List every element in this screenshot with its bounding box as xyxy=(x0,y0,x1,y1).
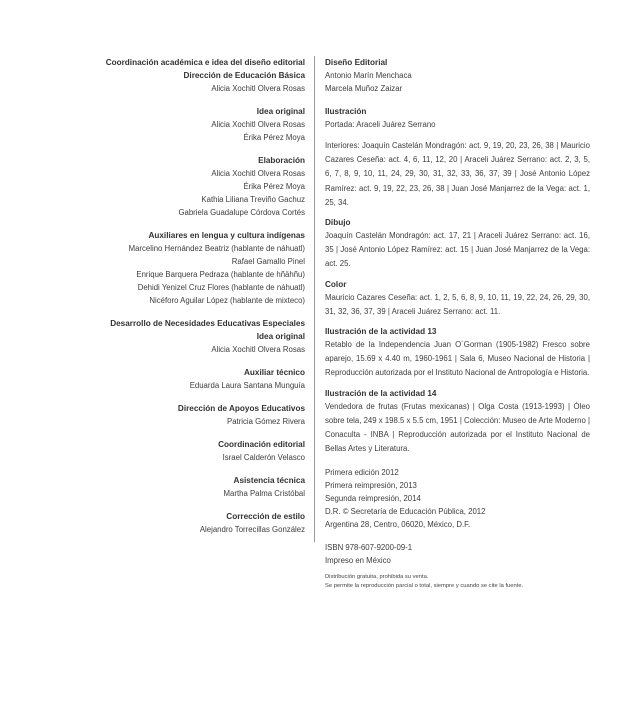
credit-heading: Diseño Editorial xyxy=(325,58,388,67)
credit-heading: Color xyxy=(325,279,347,289)
credit-block-ilustracion xyxy=(325,105,590,210)
credit-name: Gabriela Guadalupe Córdova Cortés xyxy=(178,208,305,217)
credit-name: Érika Pérez Moya xyxy=(243,133,305,142)
credit-block-dibujo xyxy=(325,216,590,272)
credit-block-direccion-apoyos xyxy=(100,402,305,428)
credit-block-correccion xyxy=(100,510,305,536)
credit-heading: Dirección de Educación Básica xyxy=(183,71,305,80)
credit-block-diseno xyxy=(325,56,590,95)
credit-name: Marcelino Hernández Beatriz (hablante de náhuatl) xyxy=(128,244,305,253)
credit-heading: Ilustración de la actividad 13 xyxy=(325,327,437,337)
credit-heading: Coordinación editorial xyxy=(218,440,305,449)
edition-line: Primera edición 2012 xyxy=(325,468,399,478)
credit-block-idea xyxy=(100,105,305,144)
credit-block-auxiliares xyxy=(100,229,305,307)
credit-heading: Idea original xyxy=(256,107,305,116)
credit-name: Eduarda Laura Santana Munguía xyxy=(189,381,305,390)
credit-name: Dehidi Yenizel Cruz Flores (hablante de náhuatl) xyxy=(137,283,305,292)
credit-block-coordinacion xyxy=(100,56,305,95)
credit-name: Alicia Xochitl Olvera Rosas xyxy=(211,169,305,178)
isbn-line: ISBN 978-607-9200-09-1 xyxy=(325,543,413,553)
credit-heading: Dibujo xyxy=(325,218,351,228)
credit-text: Interiores: Joaquín Castelán Mondragón: act. 9, 19, 20, 23, 26, 38 | Mauricio Cazares Ceseña: act. 4, 6, 11, 12, 20 | Araceli Juárez Serrano: act. 2, 3, 5, 6, 7, 8, 9, 10, 11, 24, 29, 30, 31, 32, 33, 36, 37, 39 | José Antonio López Ramírez: act. 9, 19, 22, 23, 26, 38 | Juan José Manjarrez de la Vega: act. 1, 25, 34. xyxy=(325,141,590,207)
credit-heading: Auxiliares en lengua y cultura indígenas xyxy=(148,231,305,240)
isbn-line: Impreso en México xyxy=(325,556,391,566)
credit-block-auxiliar-tecnico xyxy=(100,366,305,392)
credit-heading: Corrección de estilo xyxy=(226,512,305,521)
credit-text: Vendedora de frutas (Frutas mexicanas) | Olga Costa (1913-1993) | Óleo sobre tela, 249 x 198.5 x 5.5 cm, 1951 | Colección: Museo de Arte Moderno | Conaculta - INBA | Reproducción autorizada por el Instituto Nacional de Bellas Artes y Literatura. xyxy=(325,401,590,454)
credit-heading: Desarrollo de Necesidades Educativas Especiales xyxy=(110,319,305,328)
credit-heading: Auxiliar técnico xyxy=(244,368,305,377)
credit-name: Alicia Xochitl Olvera Rosas xyxy=(211,120,305,129)
isbn-block xyxy=(325,541,590,567)
credit-block-actividad-13 xyxy=(325,325,590,381)
credit-name: Alicia Xochitl Olvera Rosas xyxy=(211,84,305,93)
credit-heading: Coordinación académica e idea del diseño editorial xyxy=(105,58,305,67)
credit-block-desarrollo xyxy=(100,317,305,356)
credit-heading: Asistencia técnica xyxy=(233,476,305,485)
credit-block-coordinacion-editorial xyxy=(100,438,305,464)
edition-block xyxy=(325,466,590,531)
credit-name: Kathia Liliana Treviño Gachuz xyxy=(201,195,305,204)
credit-name: Érika Pérez Moya xyxy=(243,182,305,191)
edition-line: Primera reimpresión, 2013 xyxy=(325,481,417,491)
credit-name: Israel Calderón Velasco xyxy=(222,453,305,462)
credit-name: Antonio Marín Menchaca xyxy=(325,71,412,80)
credit-text: Portada: Araceli Juárez Serrano xyxy=(325,120,436,129)
credit-block-elaboracion xyxy=(100,154,305,219)
credit-heading: Dirección de Apoyos Educativos xyxy=(177,404,305,413)
notice-line: Distribución gratuita, prohibida su venta. xyxy=(325,574,429,581)
credit-block-actividad-14 xyxy=(325,387,590,457)
credit-heading: Ilustración xyxy=(325,107,367,116)
credit-name: Enrique Barquera Pedraza (hablante de hñähñu) xyxy=(136,270,305,279)
credit-text: Retablo de la Independencia Juan O´Gorman (1905-1982) Fresco sobre aparejo, 15.69 x 4.40 m, 1960-1961 | Sala 6, Museo Nacional de Historia | Reproducción autorizada por el Instituto Nacional de Antropología e Historia. xyxy=(325,340,590,378)
credit-name: Rafael Gamallo Pinel xyxy=(231,257,305,266)
credit-name: Patricia Gómez Rivera xyxy=(227,417,305,426)
notice-line: Se permite la reproducción parcial o total, siempre y cuando se cite la fuente. xyxy=(325,582,524,589)
column-divider xyxy=(314,56,315,542)
credit-name: Martha Palma Cristóbal xyxy=(223,489,305,498)
credit-heading: Idea original xyxy=(256,332,305,341)
edition-line: D.R. © Secretaría de Educación Pública, 2012 xyxy=(325,507,486,517)
credits-right-column xyxy=(325,56,590,590)
credit-block-color xyxy=(325,278,590,319)
credit-name: Nicéforo Aguilar López (hablante de mixteco) xyxy=(149,296,305,305)
credits-left-column xyxy=(100,56,305,546)
credit-heading: Ilustración de la actividad 14 xyxy=(325,388,437,398)
edition-line: Segunda reimpresión, 2014 xyxy=(325,494,421,504)
credit-name: Marcela Muñoz Zaizar xyxy=(325,84,403,93)
edition-line: Argentina 28, Centro, 06020, México, D.F. xyxy=(325,520,471,530)
credit-block-asistencia xyxy=(100,474,305,500)
credit-text: Mauricio Cazares Ceseña: act. 1, 2, 5, 6, 8, 9, 10, 11, 19, 22, 24, 26, 29, 30, 31, 32, 36, 37, 39 | Araceli Juárez Serrano: act. 11. xyxy=(325,292,590,316)
credit-heading: Elaboración xyxy=(258,156,305,165)
distribution-notice xyxy=(325,573,590,590)
credit-name: Alejandro Torrecillas González xyxy=(199,525,305,534)
credit-name: Alicia Xochitl Olvera Rosas xyxy=(211,345,305,354)
credit-text: Joaquín Castelán Mondragón: act. 17, 21 | Araceli Juárez Serrano: act. 16, 35 | José Antonio López Ramírez: act. 15 | Juan José Manjarrez de la Vega: act. 25. xyxy=(325,231,590,269)
